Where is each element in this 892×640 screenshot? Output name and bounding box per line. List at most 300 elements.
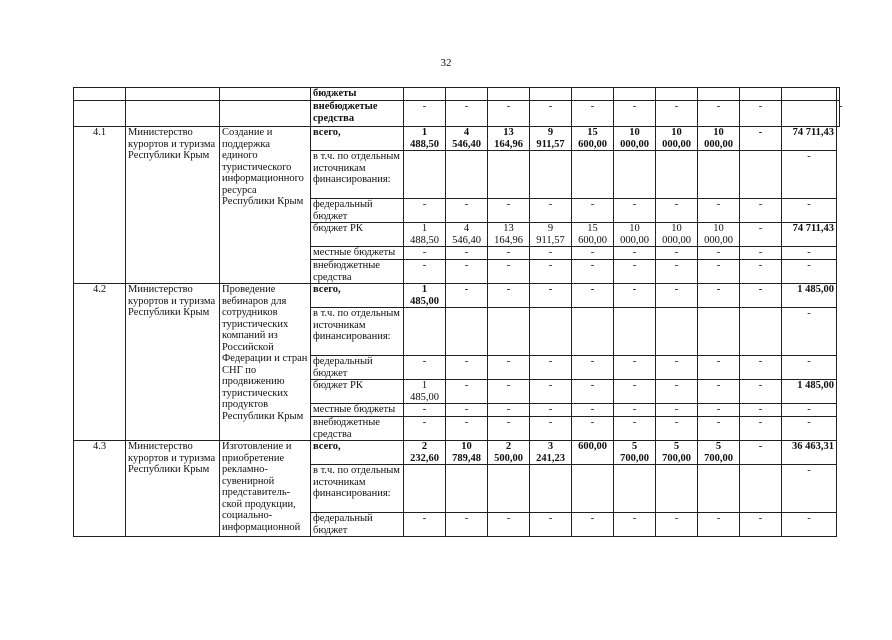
value-cell: -: [656, 101, 698, 127]
value-cell: [404, 151, 446, 199]
executor-cell: Министерство курортов и туризма Республики Крым: [126, 284, 220, 441]
source-label: федеральный бюджет: [311, 199, 404, 223]
value-cell: [446, 88, 488, 101]
value-cell: [614, 284, 656, 308]
value-cell: [656, 127, 698, 151]
value-cell: -: [572, 101, 614, 127]
value-cell: [698, 223, 740, 247]
value-cell: [530, 380, 572, 404]
value-cell: [404, 465, 446, 513]
value-cell: [530, 223, 572, 247]
cell-line: -: [590, 260, 595, 271]
value-cell: [572, 284, 614, 308]
cell-line: -: [758, 404, 763, 415]
cell-line: 232,60: [410, 452, 439, 464]
cell-line: -: [632, 260, 637, 271]
cell-line: -: [758, 417, 763, 428]
value-cell: [488, 380, 530, 404]
source-label: всего,: [311, 127, 404, 151]
executor-cell: Министерство курортов и туризма Республики Крым: [126, 127, 220, 284]
value-cell: [698, 88, 740, 101]
cell-line: -: [758, 356, 763, 367]
value-cell: [404, 356, 446, 380]
value-cell: [740, 151, 782, 199]
cell-line: -: [674, 247, 679, 258]
value-cell: [488, 88, 530, 101]
value-cell: [698, 127, 740, 151]
value-cell: [488, 441, 530, 465]
value-cell: [656, 404, 698, 417]
value-cell: -: [740, 101, 782, 127]
cell-line: -: [674, 404, 679, 415]
source-label: федеральный бюджет: [311, 356, 404, 380]
cell-line: 9: [547, 223, 554, 234]
value-cell: [404, 199, 446, 223]
total-cell: 36 463,31: [782, 441, 837, 465]
cell-line: 2: [505, 441, 512, 452]
total-cell: -: [782, 513, 837, 537]
value-cell: [530, 465, 572, 513]
value-cell: [404, 88, 446, 101]
cell-line: -: [716, 199, 721, 210]
total-cell: 1 485,00: [782, 284, 837, 308]
value-cell: [656, 465, 698, 513]
value-cell: [404, 513, 446, 537]
cell-line: 2: [421, 441, 428, 452]
value-cell: [740, 260, 782, 284]
value-cell: [530, 247, 572, 260]
value-cell: [488, 465, 530, 513]
value-cell: [614, 260, 656, 284]
executor-cell: Министерство курортов и туризма Республики Крым: [126, 441, 220, 537]
value-cell: [656, 308, 698, 356]
cell-line: -: [548, 284, 553, 295]
value-cell: [446, 380, 488, 404]
value-cell: -: [614, 101, 656, 127]
cell-line: -: [422, 247, 427, 258]
cell-line: -: [758, 441, 763, 452]
cell-line: 500,00: [494, 452, 523, 464]
value-cell: [530, 404, 572, 417]
source-label: внебюджетые средства: [311, 101, 404, 127]
cell-line: -: [548, 417, 553, 428]
value-cell: [698, 308, 740, 356]
budget-table: [73, 87, 843, 537]
cell-line: -: [674, 417, 679, 428]
table-row: [74, 284, 840, 308]
cell-line: -: [464, 404, 469, 415]
cell-line: -: [548, 260, 553, 271]
value-cell: [488, 404, 530, 417]
cell-line: -: [758, 284, 763, 295]
cell-line: -: [506, 513, 511, 524]
cell-line: 911,57: [536, 234, 565, 246]
value-cell: [572, 417, 614, 441]
value-cell: [656, 380, 698, 404]
value-cell: [446, 127, 488, 151]
value-cell: [614, 465, 656, 513]
value-cell: [656, 88, 698, 101]
value-cell: [572, 223, 614, 247]
value-cell: [656, 223, 698, 247]
value-cell: [656, 260, 698, 284]
cell-line: -: [422, 199, 427, 210]
cell-line: -: [506, 260, 511, 271]
value-cell: [488, 127, 530, 151]
cell-line: -: [632, 513, 637, 524]
cell-line: -: [590, 284, 595, 295]
value-cell: [488, 513, 530, 537]
value-cell: [614, 223, 656, 247]
value-cell: [404, 127, 446, 151]
value-cell: [698, 199, 740, 223]
cell-line: -: [632, 404, 637, 415]
cell-line: 10: [629, 127, 640, 138]
source-label: местные бюджеты: [311, 404, 404, 417]
cell-line: -: [506, 404, 511, 415]
value-cell: [488, 199, 530, 223]
value-cell: [404, 260, 446, 284]
cell-line: -: [464, 260, 469, 271]
cell-line: -: [590, 417, 595, 428]
source-label: бюджеты: [311, 88, 404, 101]
value-cell: [488, 260, 530, 284]
value-cell: [530, 284, 572, 308]
cell-line: 488,50: [410, 138, 439, 150]
cell-line: -: [464, 513, 469, 524]
value-cell: [740, 380, 782, 404]
cell-line: -: [758, 513, 763, 524]
cell-line: 485,00: [410, 295, 439, 307]
value-cell: [404, 380, 446, 404]
cell-line: -: [716, 404, 721, 415]
table-body: [74, 88, 843, 537]
value-cell: [740, 417, 782, 441]
value-cell: [572, 260, 614, 284]
value-cell: [488, 284, 530, 308]
cell-line: -: [674, 284, 679, 295]
value-cell: [572, 513, 614, 537]
cell-line: -: [506, 417, 511, 428]
cell-line: 000,00: [620, 138, 649, 150]
cell-line: 5: [631, 441, 638, 452]
cell-line: -: [758, 260, 763, 271]
cell-line: -: [422, 417, 427, 428]
cell-line: 10: [713, 223, 724, 234]
value-cell: [698, 513, 740, 537]
page-number: 32: [440, 57, 452, 69]
code-cell: 4.3: [74, 441, 126, 537]
cell-line: -: [506, 356, 511, 367]
total-cell: -: [782, 199, 837, 223]
cell-line: -: [422, 404, 427, 415]
value-cell: -: [530, 101, 572, 127]
value-cell: [446, 199, 488, 223]
cell-line: -: [632, 356, 637, 367]
cell-line: 9: [547, 127, 554, 138]
value-cell: [446, 151, 488, 199]
value-cell: [740, 356, 782, 380]
value-cell: [656, 356, 698, 380]
cell-line: -: [548, 380, 553, 391]
value-cell: [404, 223, 446, 247]
cell-line: -: [464, 380, 469, 391]
value-cell: [572, 199, 614, 223]
code-cell: [74, 101, 126, 127]
cell-line: 600,00: [578, 441, 607, 452]
total-cell: 74 711,43: [782, 223, 837, 247]
cell-line: 1: [421, 223, 428, 234]
value-cell: [740, 404, 782, 417]
source-label: в т.ч. по отдельным источникам финансирования:: [311, 308, 404, 356]
value-cell: [488, 356, 530, 380]
value-cell: [530, 151, 572, 199]
measure-cell: Изготовление и приобретение рекламно-сувенирной представитель-ской продукции, социально-информационной: [220, 441, 311, 537]
cell-line: 546,40: [452, 234, 481, 246]
value-cell: [656, 247, 698, 260]
value-cell: [572, 380, 614, 404]
cell-line: 000,00: [662, 234, 691, 246]
cell-line: 10: [713, 127, 724, 138]
value-cell: [698, 284, 740, 308]
value-cell: [446, 441, 488, 465]
value-cell: [740, 308, 782, 356]
cell-line: -: [464, 284, 469, 295]
cell-line: -: [632, 417, 637, 428]
value-cell: [614, 513, 656, 537]
value-cell: [572, 404, 614, 417]
cell-line: -: [506, 380, 511, 391]
cell-line: -: [464, 417, 469, 428]
cell-line: -: [758, 380, 763, 391]
value-cell: [530, 88, 572, 101]
cell-line: 10: [461, 441, 472, 452]
value-cell: -: [698, 101, 740, 127]
value-cell: [530, 260, 572, 284]
value-cell: [614, 441, 656, 465]
cell-line: 5: [673, 441, 680, 452]
value-cell: [740, 223, 782, 247]
value-cell: [698, 247, 740, 260]
source-label: всего,: [311, 441, 404, 465]
cell-line: 000,00: [620, 234, 649, 246]
value-cell: [614, 308, 656, 356]
value-cell: [446, 465, 488, 513]
value-cell: [698, 151, 740, 199]
cell-line: 1: [421, 127, 428, 138]
table-row: [74, 101, 840, 127]
value-cell: [572, 127, 614, 151]
value-cell: [698, 356, 740, 380]
cell-line: 000,00: [662, 138, 691, 150]
cell-line: -: [464, 199, 469, 210]
cell-line: -: [674, 513, 679, 524]
cell-line: 241,23: [536, 452, 565, 464]
value-cell: [446, 247, 488, 260]
value-cell: [656, 417, 698, 441]
value-cell: [740, 88, 782, 101]
cell-line: 789,48: [452, 452, 481, 464]
cell-line: -: [590, 380, 595, 391]
cell-line: -: [464, 247, 469, 258]
cell-line: -: [716, 260, 721, 271]
total-cell: -: [782, 417, 837, 441]
value-cell: [572, 308, 614, 356]
table-row: [74, 127, 840, 151]
cell-line: 15: [587, 127, 598, 138]
value-cell: [614, 356, 656, 380]
value-cell: [404, 404, 446, 417]
value-cell: [404, 417, 446, 441]
total-cell: -: [782, 404, 837, 417]
cell-line: 700,00: [704, 452, 733, 464]
cell-line: -: [464, 356, 469, 367]
value-cell: [446, 417, 488, 441]
cell-line: -: [506, 247, 511, 258]
cell-line: -: [548, 199, 553, 210]
value-cell: [614, 380, 656, 404]
value-cell: [572, 151, 614, 199]
cell-line: -: [632, 247, 637, 258]
code-cell: 4.2: [74, 284, 126, 441]
value-cell: [488, 308, 530, 356]
value-cell: [782, 101, 837, 127]
value-cell: [698, 441, 740, 465]
cell-line: -: [590, 356, 595, 367]
total-cell: 1 485,00: [782, 380, 837, 404]
cell-line: -: [590, 513, 595, 524]
cell-line: -: [716, 284, 721, 295]
total-cell: -: [782, 308, 837, 356]
cell-line: -: [548, 247, 553, 258]
cell-line: 000,00: [704, 138, 733, 150]
cell-line: -: [674, 356, 679, 367]
value-cell: [740, 127, 782, 151]
value-cell: [530, 513, 572, 537]
value-cell: [614, 247, 656, 260]
cell-line: 164,96: [494, 138, 523, 150]
cell-line: -: [548, 404, 553, 415]
cell-line: 1: [421, 380, 428, 391]
value-cell: [740, 199, 782, 223]
executor-cell: [126, 101, 220, 127]
cell-line: -: [716, 380, 721, 391]
cell-line: -: [674, 380, 679, 391]
total-cell: -: [782, 356, 837, 380]
cell-line: -: [590, 247, 595, 258]
source-label: в т.ч. по отдельным источникам финансирования:: [311, 151, 404, 199]
value-cell: [530, 356, 572, 380]
cell-line: -: [590, 199, 595, 210]
value-cell: [614, 404, 656, 417]
table-row: [74, 441, 840, 465]
value-cell: [530, 308, 572, 356]
total-cell: [837, 88, 840, 101]
cell-line: -: [758, 199, 763, 210]
value-cell: [572, 247, 614, 260]
cell-line: 13: [503, 127, 514, 138]
cell-line: 5: [715, 441, 722, 452]
value-cell: [446, 513, 488, 537]
value-cell: [572, 88, 614, 101]
cell-line: -: [716, 417, 721, 428]
value-cell: [572, 356, 614, 380]
value-cell: [572, 465, 614, 513]
cell-line: -: [758, 247, 763, 258]
value-cell: [404, 284, 446, 308]
cell-line: -: [506, 199, 511, 210]
measure-cell: Создание и поддержка единого туристического информационного ресурса Республики Крым: [220, 127, 311, 284]
source-label: федеральный бюджет: [311, 513, 404, 537]
cell-line: 1: [421, 284, 428, 295]
cell-line: -: [758, 223, 763, 234]
cell-line: 4: [463, 223, 470, 234]
cell-line: -: [758, 127, 763, 138]
source-label: внебюджетные средства: [311, 417, 404, 441]
value-cell: [530, 127, 572, 151]
cell-line: 700,00: [662, 452, 691, 464]
cell-line: 164,96: [494, 234, 523, 246]
cell-line: -: [674, 260, 679, 271]
source-label: местные бюджеты: [311, 247, 404, 260]
cell-line: 488,50: [410, 234, 439, 246]
value-cell: [698, 404, 740, 417]
measure-cell: [220, 101, 311, 127]
value-cell: [698, 380, 740, 404]
cell-line: 600,00: [578, 234, 607, 246]
cell-line: -: [632, 284, 637, 295]
cell-line: -: [674, 199, 679, 210]
cell-line: -: [422, 513, 427, 524]
code-cell: 4.1: [74, 127, 126, 284]
executor-cell: [126, 88, 220, 101]
value-cell: [446, 308, 488, 356]
value-cell: [740, 441, 782, 465]
value-cell: [404, 441, 446, 465]
value-cell: [446, 223, 488, 247]
measure-cell: [220, 88, 311, 101]
cell-line: 700,00: [620, 452, 649, 464]
value-cell: [530, 199, 572, 223]
cell-line: 600,00: [578, 138, 607, 150]
value-cell: [572, 441, 614, 465]
value-cell: [530, 417, 572, 441]
value-cell: [656, 284, 698, 308]
value-cell: [404, 247, 446, 260]
cell-line: 911,57: [536, 138, 565, 150]
value-cell: [698, 465, 740, 513]
value-cell: [614, 127, 656, 151]
value-cell: [488, 417, 530, 441]
value-cell: [698, 417, 740, 441]
cell-line: -: [632, 380, 637, 391]
cell-line: 13: [503, 223, 514, 234]
cell-line: -: [716, 356, 721, 367]
value-cell: [656, 513, 698, 537]
value-cell: [656, 151, 698, 199]
value-cell: [740, 513, 782, 537]
value-cell: [614, 417, 656, 441]
cell-line: 15: [587, 223, 598, 234]
value-cell: [530, 441, 572, 465]
value-cell: [614, 199, 656, 223]
value-cell: [446, 404, 488, 417]
measure-cell: Проведение вебинаров для сотрудников туристических компаний из Российской Федерации и стран СНГ по продвижению туристических продуктов Республики Крым: [220, 284, 311, 441]
total-cell: -: [782, 260, 837, 284]
value-cell: [446, 260, 488, 284]
value-cell: [740, 247, 782, 260]
value-cell: [488, 223, 530, 247]
